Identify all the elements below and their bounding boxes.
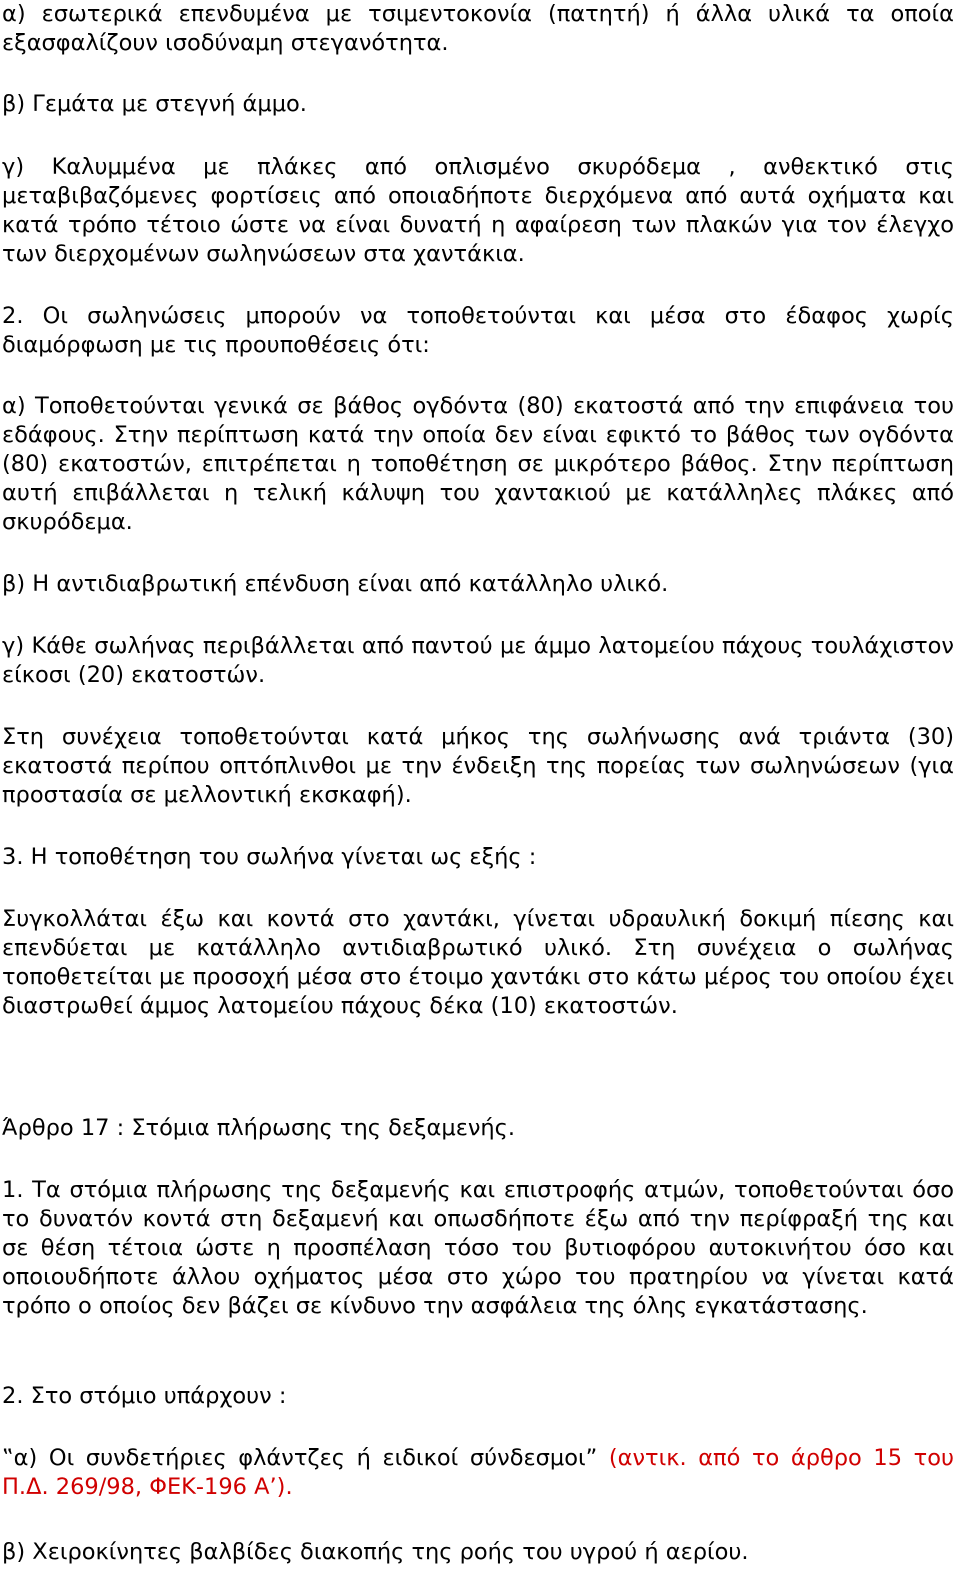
- paragraph-c-concrete-slabs: γ) Καλυμμένα με πλάκες από οπλισμένο σκυρόδεμα , ανθεκτικό στις μεταβιβαζόμενες φορτίσεις από οποιαδήποτε διερχόμενα από αυτά οχήματα και κατά τρόπο τέτοιο ώστε να είναι δυνατή η αφαίρεση των πλακών για τον έλεγχο των διερχομένων σωληνώσεων στα χαντάκια.: [2, 154, 954, 267]
- paragraph-b-dry-sand: β) Γεμάτα με στεγνή άμμο.: [2, 91, 307, 117]
- paragraph-a-internal-lining: α) εσωτερικά επενδυμένα με τσιμεντοκονία (πατητή) ή άλλα υλικά τα οποία εξασφαλίζουν ισοδύναμη στεγανότητα.: [2, 1, 954, 56]
- paragraph-3-pipe-installation: 3. Η τοποθέτηση του σωλήνα γίνεται ως εξής :: [2, 844, 537, 870]
- flanges-text: ‟α) Οι συνδετήριες φλάντζες ή ειδικοί σύνδεσμοι”: [2, 1445, 598, 1471]
- paragraph-b-shutoff-valves: β) Χειροκίνητες βαλβίδες διακοπής της ροής του υγρού ή αερίου.: [2, 1539, 749, 1565]
- paragraph-b-anticorrosive-coating: β) Η αντιδιαβρωτική επένδυση είναι από κατάλληλο υλικό.: [2, 571, 669, 597]
- paragraph-a-depth-requirement: α) Τοποθετούνται γενικά σε βάθος ογδόντα (80) εκατοστά από την επιφάνεια του εδάφους. Στην περίπτωση κατά την οποία δεν είναι εφικτό το βάθος των ογδόντα (80) εκατοστών, επιτρέπεται η τοποθέτηση σε μικρότερο βάθος. Στην περίπτωση αυτή επιβάλλεται η τελική κάλυψη του χαντακιού με κατάλληλες πλάκες από σκυρόδεμα.: [2, 393, 954, 535]
- paragraph-welding-procedure: Συγκολλάται έξω και κοντά στο χαντάκι, γίνεται υδραυλική δοκιμή πίεσης και επενδύεται με κατάλληλο αντιδιαβρωτικό υλικό. Στη συνέχεια ο σωλήνας τοποθετείται με προσοχή μέσα στο έτοιμο χαντάκι στο κάτω μέρος του οποίου έχει διαστρωθεί άμμος λατομείου πάχους δέκα (10) εκατοστών.: [2, 906, 954, 1019]
- paragraph-1-filling-openings: 1. Τα στόμια πλήρωσης της δεξαμενής και επιστροφής ατμών, τοποθετούνται όσο το δυνατόν κοντά στη δεξαμενή και οπωσδήποτε έξω από την περίφραξή της και σε θέση τέτοια ώστε η προσπέλαση τόσο του βυτιοφόρου αυτοκινήτου όσο και οποιουδήποτε άλλου οχήματος μέσα στο χώρο του πρατηρίου να γίνεται κατά τρόπο ο οποίος δεν βάζει σε κίνδυνο την ασφάλεια της όλης εγκατάστασης.: [2, 1177, 954, 1319]
- paragraph-bricks-marking: Στη συνέχεια τοποθετούνται κατά μήκος της σωλήνωσης ανά τριάντα (30) εκατοστά περίπου οπτόπλινθοι με την ένδειξη της πορείας των σωληνώσεων (για προστασία σε μελλοντική εκσκαφή).: [2, 724, 954, 808]
- article-17-heading: Άρθρο 17 : Στόμια πλήρωσης της δεξαμενής.: [2, 1115, 516, 1141]
- paragraph-2-opening-contents: 2. Στο στόμιο υπάρχουν :: [2, 1383, 287, 1409]
- paragraph-c-sand-surround: γ) Κάθε σωλήνας περιβάλλεται από παντού με άμμο λατομείου πάχους τουλάχιστον είκοσι (20) εκατοστών.: [2, 633, 954, 688]
- amendment-reference: (αντικ. από το άρθρο 15 του Π.Δ. 269/98, ΦΕΚ-196 Α’).: [2, 1445, 954, 1500]
- paragraph-2-underground-piping: 2. Οι σωληνώσεις μπορούν να τοποθετούνται και μέσα στο έδαφος χωρίς διαμόρφωση με τις προυποθέσεις ότι:: [2, 303, 954, 358]
- paragraph-a-flanges: [2, 1444, 954, 1502]
